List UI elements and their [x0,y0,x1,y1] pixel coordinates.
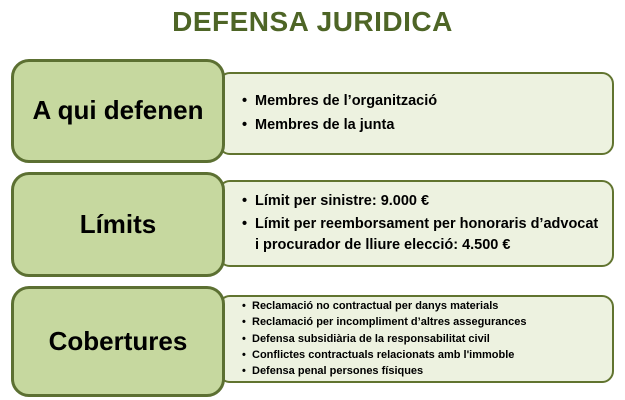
row-label: Límits [79,208,157,239]
list-item-text: Defensa penal persones físiques [252,365,424,378]
list-item [242,348,602,363]
list-item-text: Conflictes contractuals relacionats amb l'immoble [252,348,515,361]
bullet-list [220,85,612,141]
list-item [242,191,602,212]
list-item-text: Límit per reemborsament per honoraris d’advocat i procurador de lliure elecció: 4.500 € [255,215,599,253]
list-item-text: Reclamació per incompliment d’altres assegurances [252,316,527,329]
bullet-icon: • [242,316,246,329]
list-item-text: Membres de l’organització [255,93,438,110]
list-item [242,299,602,314]
bullet-list [220,293,612,384]
list-item-text: Defensa subsidiària de la responsabilitat civil [252,332,490,345]
label-box-cobertures [11,286,225,397]
bullet-icon: • [242,332,246,345]
detail-box-a-qui-defenen [218,72,614,155]
list-item-text: Reclamació no contractual per danys materials [252,299,499,312]
list-item [242,115,602,136]
bullet-icon: • [242,93,248,110]
label-box-limits [11,172,225,277]
list-item-text: Membres de la junta [255,116,395,133]
bullet-icon: • [242,365,246,378]
list-item-text: Límit per sinistre: 9.000 € [255,192,430,209]
list-item [242,364,602,379]
list-item [242,332,602,347]
row-label: Cobertures [48,325,188,356]
bullet-icon: • [242,116,248,133]
bullet-icon: • [242,192,248,209]
list-item [242,214,602,256]
bullet-icon: • [242,348,246,361]
detail-box-cobertures [218,295,614,383]
bullet-list [220,185,612,262]
row-label: A qui defenen [32,95,204,126]
label-box-a-qui-defenen [11,59,225,163]
list-item [242,315,602,330]
page-title: DEFENSA JURIDICA [172,6,453,37]
list-item [242,91,602,112]
bullet-icon: • [242,299,246,312]
detail-box-limits [218,180,614,267]
bullet-icon: • [242,215,248,232]
